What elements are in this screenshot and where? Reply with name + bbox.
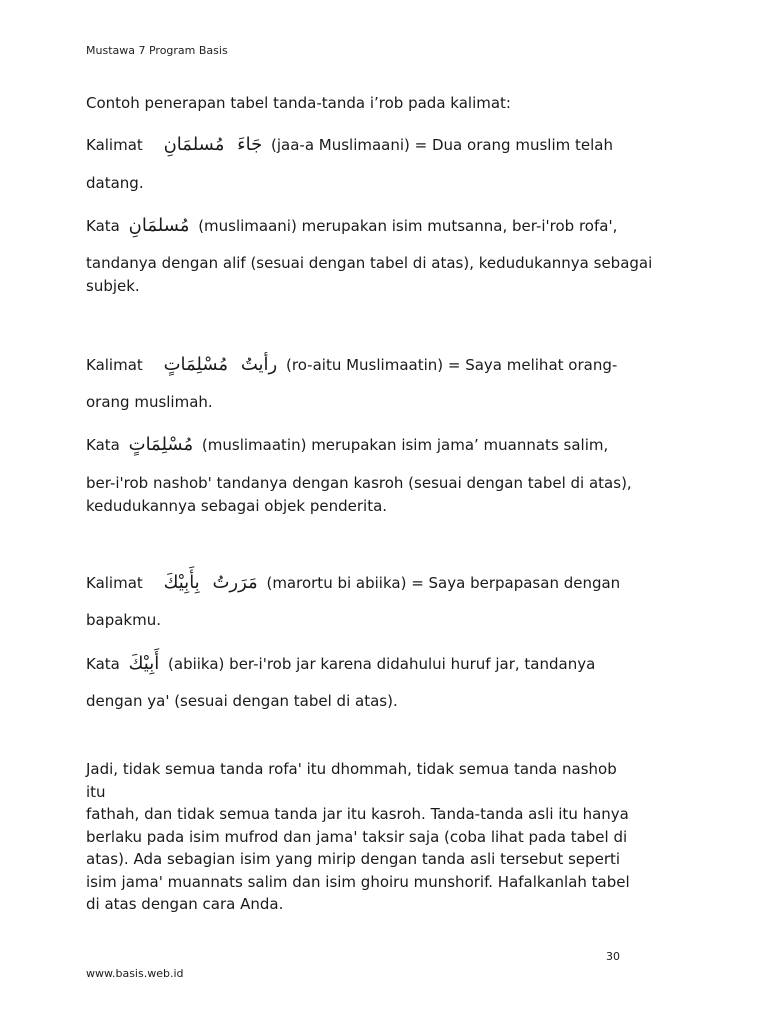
example3-kata (86, 653, 595, 675)
example2-expl-line2: ber-i'rob nashob' tandanya dengan kasroh (sesuai dengan tabel di atas), (86, 474, 632, 492)
example2-kata (86, 434, 608, 456)
example1-kata-arabic: مُسلمَانِ (128, 215, 190, 236)
example1-arabic-word1: جَاءَ (237, 134, 263, 155)
example2-kata-label: Kata (86, 436, 120, 454)
example3-arabic-word2: بِأَبِيْكَ (163, 572, 200, 593)
footer-url: www.basis.web.id (86, 967, 184, 980)
conclusion-line: berlaku pada isim mufrod dan jama' taksir saja (coba lihat pada tabel di (86, 827, 628, 846)
example3-translation: (marortu bi abiika) = Saya berpapasan dengan (266, 574, 621, 592)
example1-continuation: datang. (86, 174, 144, 192)
example3-label: Kalimat (86, 574, 143, 592)
conclusion-line: fathah, dan tidak semua tanda jar itu kasroh. Tanda-tanda asli itu hanya (86, 805, 629, 823)
example2-sentence (86, 354, 617, 376)
conclusion-paragraph (86, 758, 631, 916)
example3-continuation: bapakmu. (86, 611, 161, 629)
example2-expl-line3: kedudukannya sebagai objek penderita. (86, 497, 388, 515)
conclusion-line: isim jama' muannats salim dan isim ghoiru munshorif. Hafalkanlah tabel (86, 872, 630, 891)
example2-arabic-word1: رأيتُ (240, 354, 278, 375)
example2-kata-arabic: مُسْلِمَاتٍ (128, 434, 194, 455)
example1-kata-explanation: (muslimaani) merupakan isim mutsanna, ber-i'rob rofa', (198, 217, 618, 235)
example1-kata (86, 215, 617, 237)
example1-translation: (jaa-a Muslimaani) = Dua orang muslim telah (271, 136, 613, 154)
example1-expl-line2: tandanya dengan alif (sesuai dengan tabel di atas), kedudukannya sebagai (86, 254, 653, 272)
example2-label: Kalimat (86, 356, 143, 374)
example3-arabic-word1: مَرَرتُ (212, 572, 258, 593)
conclusion-line: di atas dengan cara Anda. (86, 895, 284, 913)
example2-arabic-word2: مُسْلِمَاتٍ (163, 354, 229, 375)
conclusion-line: Jadi, tidak semua tanda rofa' itu dhommah, tidak semua tanda nashob itu (86, 760, 617, 801)
example3-kata-label: Kata (86, 655, 120, 673)
example2-translation: (ro-aitu Muslimaatin) = Saya melihat orang- (286, 356, 618, 374)
example2-kata-explanation: (muslimaatin) merupakan isim jama’ muannats salim, (201, 436, 609, 454)
example3-kata-explanation: (abiika) ber-i'rob jar karena didahului huruf jar, tandanya (168, 655, 596, 673)
example3-sentence (86, 572, 620, 594)
running-header: Mustawa 7 Program Basis (86, 44, 228, 57)
example1-expl-line3: subjek. (86, 277, 140, 295)
conclusion-line: atas). Ada sebagian isim yang mirip dengan tanda asli tersebut seperti (86, 850, 621, 868)
example3-expl-line2: dengan ya' (sesuai dengan tabel di atas). (86, 692, 398, 710)
example1-sentence (86, 134, 613, 156)
intro-text: Contoh penerapan tabel tanda-tanda i’rob pada kalimat: (86, 94, 511, 112)
example2-continuation: orang muslimah. (86, 393, 213, 411)
example1-arabic-word2: مُسلمَانِ (163, 134, 225, 155)
page-number: 30 (606, 950, 620, 963)
example1-kata-label: Kata (86, 217, 120, 235)
example1-label: Kalimat (86, 136, 143, 154)
example3-kata-arabic: أَبِيْكَ (128, 653, 160, 674)
